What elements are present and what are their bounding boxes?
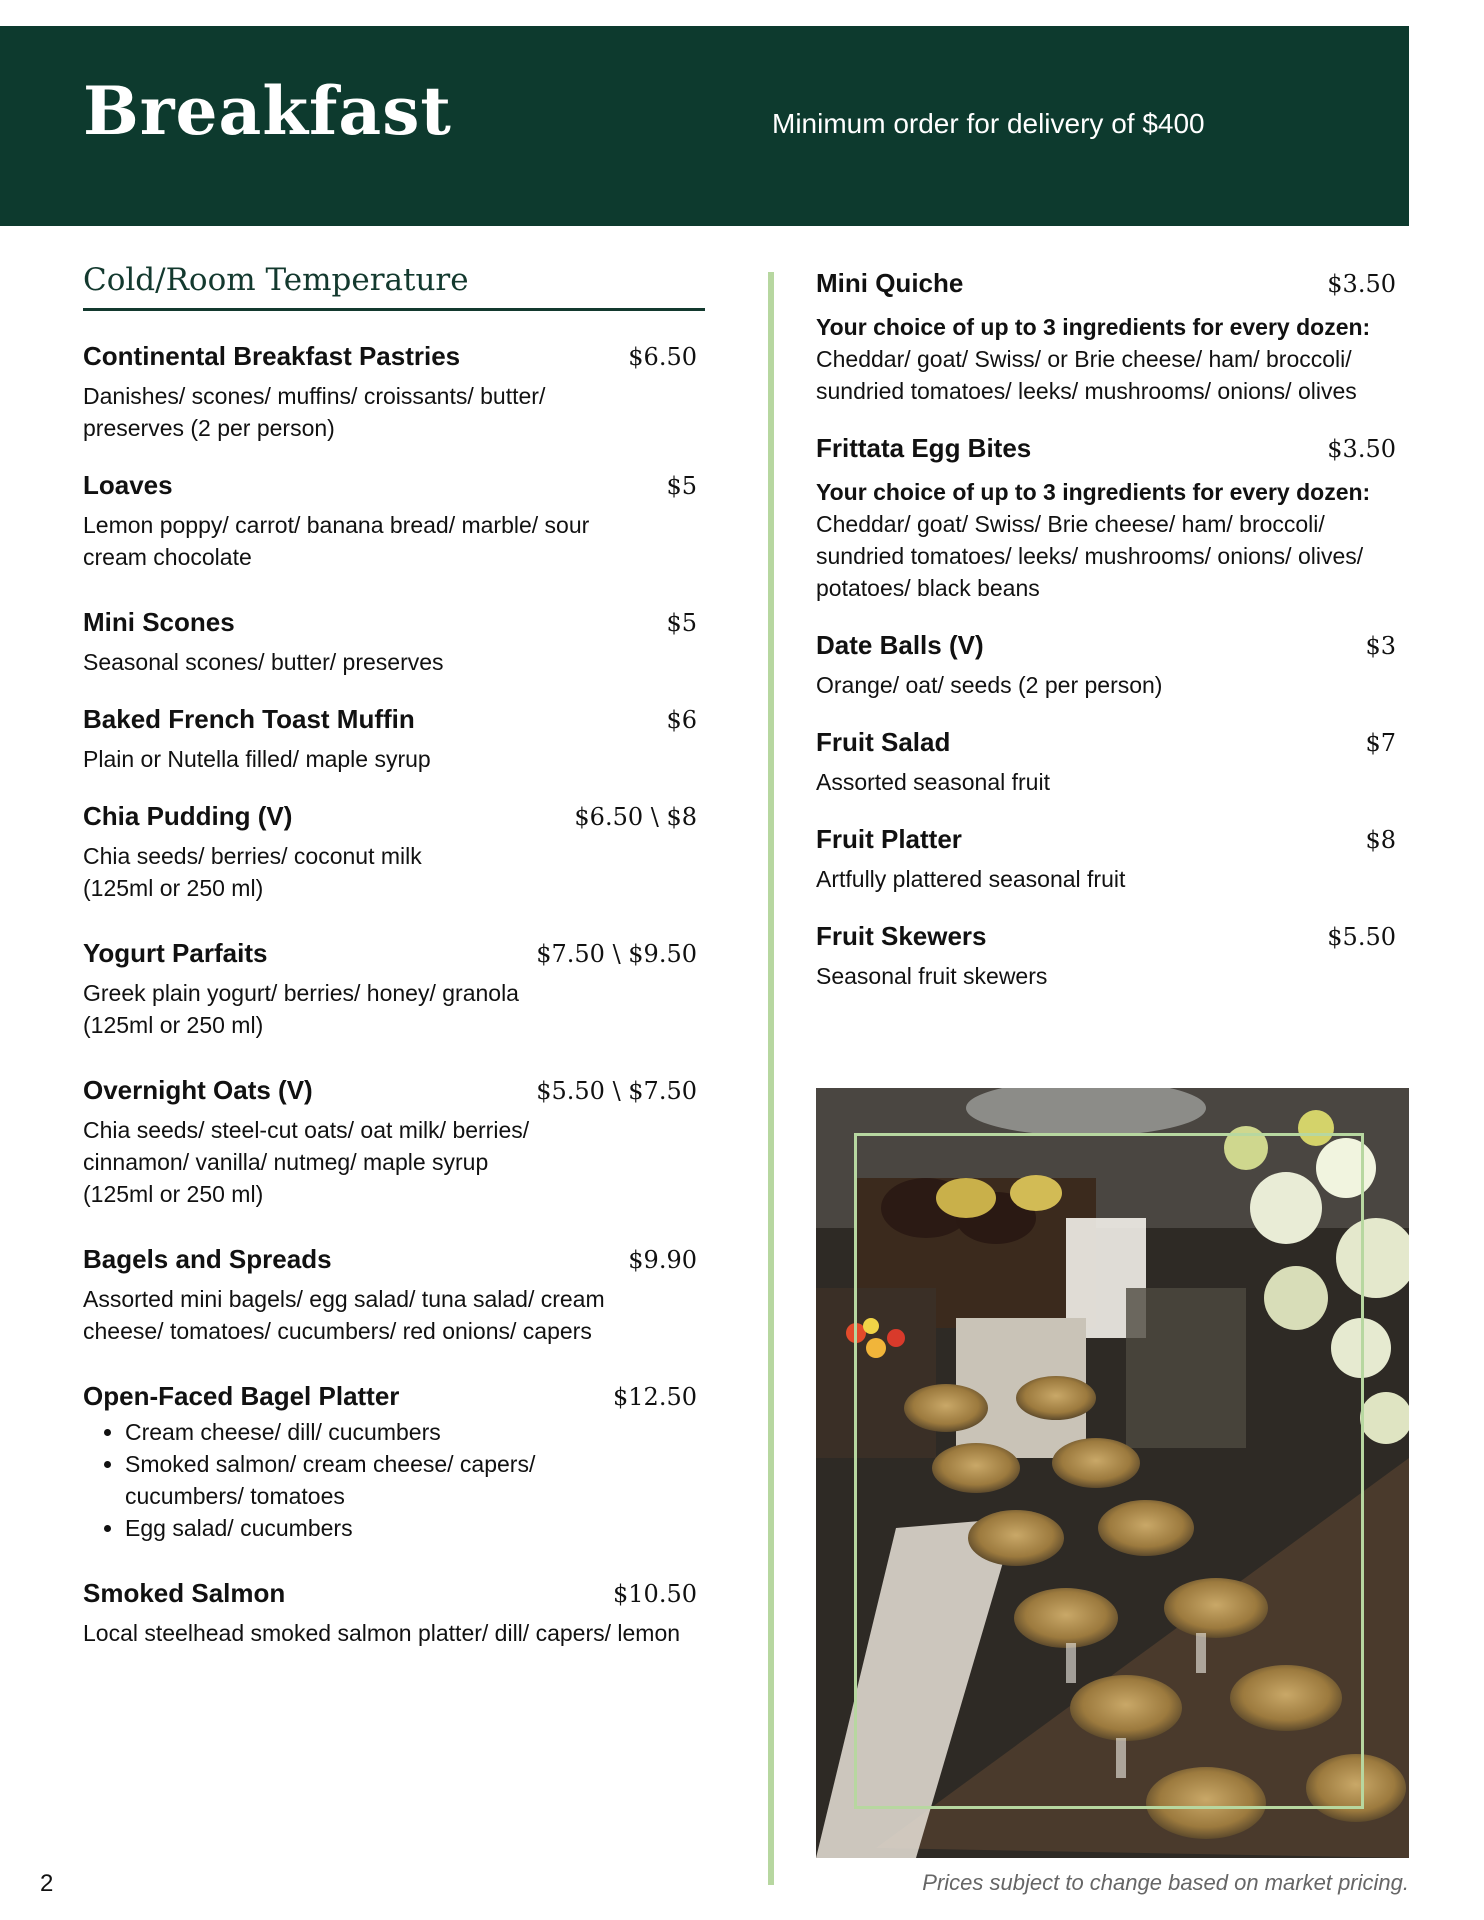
menu-item — [83, 1578, 705, 1649]
item-price: $5.50 \ $7.50 — [536, 1077, 697, 1105]
item-name: Continental Breakfast Pastries — [83, 341, 461, 371]
item-name: Bagels and Spreads — [83, 1244, 332, 1274]
menu-item — [83, 341, 705, 444]
item-size-options: (125ml or 250 ml) — [83, 1181, 264, 1207]
menu-item — [83, 470, 705, 573]
item-name: Overnight Oats (V) — [83, 1075, 313, 1105]
menu-item — [83, 801, 705, 904]
item-description: Seasonal fruit skewers — [816, 963, 1048, 989]
menu-item — [83, 1244, 705, 1347]
item-name: Fruit Salad — [816, 727, 951, 757]
item-description: Cheddar/ goat/ Swiss/ Brie cheese/ ham/ broccoli/ sundried tomatoes/ leeks/ mushrooms/ onions/ olives/ potatoes/ black beans — [816, 511, 1364, 601]
item-description: Orange/ oat/ seeds (2 per person) — [816, 672, 1163, 698]
item-description: Local steelhead smoked salmon platter/ dill/ capers/ lemon — [83, 1620, 681, 1646]
item-price: $7 — [1365, 729, 1396, 757]
menu-item — [83, 704, 705, 775]
menu-item — [83, 607, 705, 678]
item-bullet-list — [83, 1416, 625, 1544]
menu-item — [816, 921, 1410, 992]
item-name: Date Balls (V) — [816, 630, 984, 660]
item-name: Loaves — [83, 470, 173, 500]
item-name: Fruit Platter — [816, 824, 962, 854]
bullet-item: • Egg salad/ cucumbers — [125, 1512, 625, 1544]
menu-item — [816, 727, 1410, 798]
menu-item — [816, 268, 1410, 407]
menu-item — [83, 1075, 705, 1210]
item-price: $6.50 \ $8 — [574, 803, 697, 831]
item-price: $3.50 — [1327, 270, 1396, 298]
item-size-options: (125ml or 250 ml) — [83, 1012, 264, 1038]
item-description: Assorted seasonal fruit — [816, 769, 1050, 795]
item-name: Smoked Salmon — [83, 1578, 286, 1608]
item-price: $10.50 — [613, 1580, 697, 1608]
menu-item — [816, 630, 1410, 701]
item-choice-note: Your choice of up to 3 ingredients for every dozen: — [816, 314, 1371, 340]
page-title: Breakfast — [83, 72, 452, 150]
item-name: Chia Pudding (V) — [83, 801, 293, 831]
menu-item — [816, 433, 1410, 604]
item-price: $5 — [666, 472, 697, 500]
item-description: Chia seeds/ steel-cut oats/ oat milk/ berries/ cinnamon/ vanilla/ nutmeg/ maple syrup — [83, 1117, 530, 1175]
item-description: Plain or Nutella filled/ maple syrup — [83, 746, 431, 772]
item-name: Frittata Egg Bites — [816, 433, 1032, 463]
item-price: $9.90 — [628, 1246, 697, 1274]
item-price: $3.50 — [1327, 435, 1396, 463]
item-description: Assorted mini bagels/ egg salad/ tuna salad/ cream cheese/ tomatoes/ cucumbers/ red onions/ capers — [83, 1286, 605, 1344]
photo-frame — [854, 1133, 1364, 1809]
item-description: Seasonal scones/ butter/ preserves — [83, 649, 444, 675]
item-description: Lemon poppy/ carrot/ banana bread/ marble/ sour cream chocolate — [83, 512, 590, 570]
item-size-options: (125ml or 250 ml) — [83, 875, 264, 901]
item-description: Artfully plattered seasonal fruit — [816, 866, 1126, 892]
right-column — [816, 268, 1410, 1018]
item-price: $7.50 \ $9.50 — [536, 940, 697, 968]
item-price: $8 — [1365, 826, 1396, 854]
food-photo — [816, 1088, 1409, 1858]
item-choice-note: Your choice of up to 3 ingredients for every dozen: — [816, 479, 1371, 505]
column-divider — [768, 272, 774, 1885]
item-name: Mini Quiche — [816, 268, 964, 298]
bullet-item: • Smoked salmon/ cream cheese/ capers/ cucumbers/ tomatoes — [125, 1448, 625, 1512]
delivery-minimum-note: Minimum order for delivery of $400 — [772, 108, 1205, 139]
bullet-item: • Cream cheese/ dill/ cucumbers — [125, 1416, 625, 1448]
item-name: Open-Faced Bagel Platter — [83, 1381, 400, 1411]
item-description: Cheddar/ goat/ Swiss/ or Brie cheese/ ham/ broccoli/ sundried tomatoes/ leeks/ mushrooms/ onions/ olives — [816, 346, 1357, 404]
item-price: $12.50 — [613, 1383, 697, 1411]
page-number: 2 — [40, 1870, 54, 1897]
item-price: $6 — [666, 706, 697, 734]
item-name: Yogurt Parfaits — [83, 938, 268, 968]
item-price: $5.50 — [1327, 923, 1396, 951]
pricing-disclaimer: Prices subject to change based on market pricing. — [922, 1870, 1409, 1895]
menu-item — [83, 938, 705, 1041]
left-column — [83, 262, 705, 1675]
item-name: Baked French Toast Muffin — [83, 704, 415, 734]
item-name: Fruit Skewers — [816, 921, 987, 951]
item-price: $5 — [666, 609, 697, 637]
item-description: Greek plain yogurt/ berries/ honey/ granola — [83, 980, 519, 1006]
item-name: Mini Scones — [83, 607, 235, 637]
menu-item — [816, 824, 1410, 895]
item-description: Chia seeds/ berries/ coconut milk — [83, 843, 422, 869]
item-price: $6.50 — [628, 343, 697, 371]
item-price: $3 — [1365, 632, 1396, 660]
page-header — [0, 26, 1409, 226]
item-description: Danishes/ scones/ muffins/ croissants/ butter/ preserves (2 per person) — [83, 383, 546, 441]
section-title: Cold/Room Temperature — [83, 262, 705, 311]
menu-item — [83, 1381, 705, 1544]
